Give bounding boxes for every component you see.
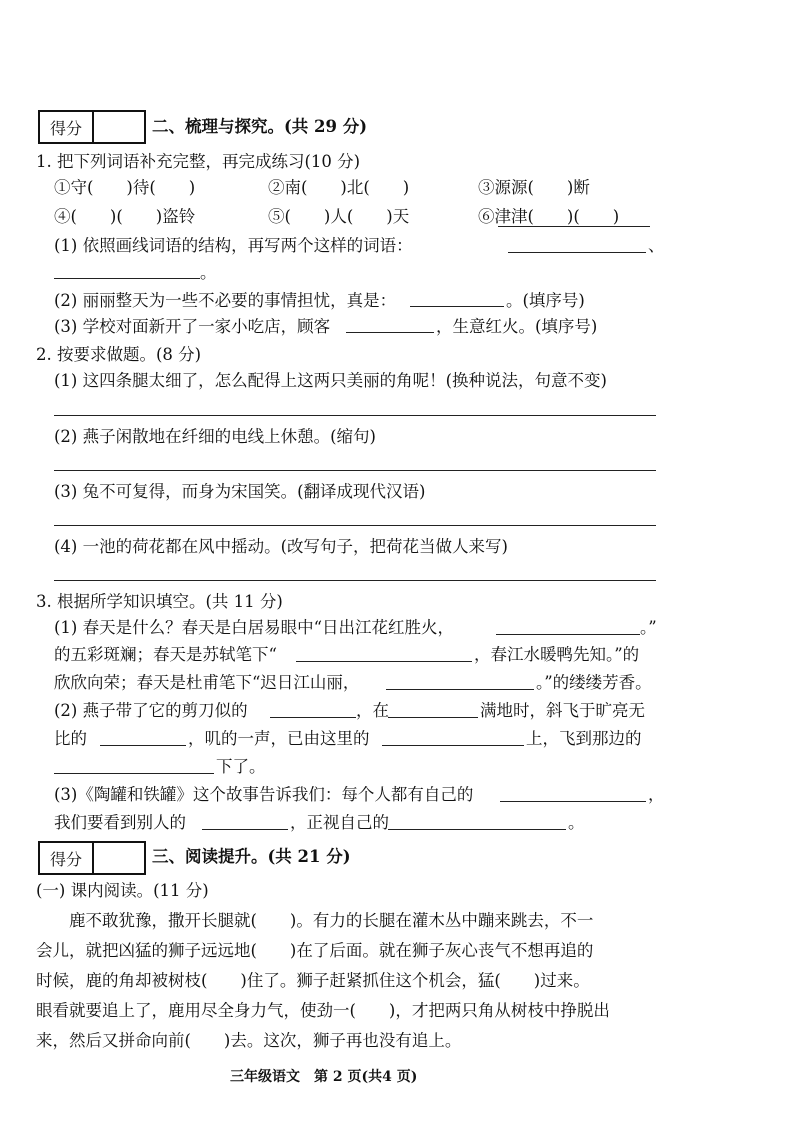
q1-sub1-end: 。 (200, 263, 217, 282)
q3-line1-a: (1) 春天是什么？春天是白居易眼中“日出江花红胜火， (54, 618, 455, 637)
q3-blank-5[interactable] (388, 717, 478, 718)
q2-item-2: (2) 燕子闲散地在纤细的电线上休憩。(缩句) (54, 427, 376, 446)
q3-blank-7[interactable] (382, 745, 524, 746)
q2-title: 2. 按要求做题。(8 分) (36, 345, 202, 364)
q3-line5-c: 上，飞到那边的 (526, 729, 642, 748)
q2-item-3: (3) 兔不可复得，而身为宋国笑。(翻译成现代汉语) (54, 482, 426, 501)
section2-heading: 二、梳理与探究。(共 29 分) (152, 117, 368, 136)
q3-line8-c: 。 (568, 813, 585, 832)
q3-line3-b: 。”的缕缕芳香。 (536, 673, 652, 692)
q1-title: 1. 把下列词语补充完整，再完成练习(10 分) (36, 152, 361, 171)
q3-line4-c: 满地时，斜飞于旷亮无 (480, 701, 645, 720)
q3-blank-8[interactable] (54, 773, 214, 774)
q3-line7-a: (3)《陶罐和铁罐》这个故事告诉我们：每个人都有自己的 (54, 785, 474, 804)
score-label: 得分 (40, 843, 94, 873)
q1-item-6: ⑥津津( )( ) (478, 207, 620, 226)
q3-line6: 下了。 (216, 757, 266, 776)
q3-line1-b: 。” (640, 618, 657, 637)
passage-line-4: 眼看就要追上了，鹿用尽全身力气，使劲一( )，才把两只角从树枝中挣脱出 (36, 1001, 610, 1020)
q3-title: 3. 根据所学知识填空。(共 11 分) (36, 592, 283, 611)
passage-line-3: 时候，鹿的角却被树枝( )住了。狮子赶紧抓住这个机会，猛( )过来。 (36, 971, 590, 990)
score-box-section2 (38, 110, 146, 144)
q1-sub1-blank-1[interactable] (508, 252, 646, 253)
q1-item-6-underline (498, 226, 650, 227)
q1-sub1-sep: 、 (648, 236, 665, 255)
q1-item-5: ⑤( )人( )天 (268, 207, 410, 226)
q1-item-4: ④( )( )盗铃 (54, 207, 196, 226)
q3-line5-b: ，叽的一声，已由这里的 (188, 729, 370, 748)
q3-blank-4[interactable] (270, 717, 356, 718)
q3-line4-b: ，在 (356, 701, 389, 720)
q3-blank-10[interactable] (202, 829, 288, 830)
q3-line8-b: ，正视自己的 (290, 813, 389, 832)
q3-line8-a: 我们要看到别人的 (54, 813, 186, 832)
q3-line7-b: ， (648, 785, 665, 804)
q3-blank-2[interactable] (296, 661, 472, 662)
q2-answer-line-1[interactable] (54, 415, 656, 416)
q2-answer-line-3[interactable] (54, 525, 656, 526)
passage-line-5: 来，然后又拼命向前( )去。这次，狮子再也没有追上。 (36, 1031, 462, 1050)
score-label: 得分 (40, 112, 94, 142)
q3-blank-9[interactable] (500, 801, 646, 802)
score-input[interactable] (94, 112, 144, 142)
score-input[interactable] (94, 843, 144, 873)
q1-sub3-post: ，生意红火。(填序号) (436, 317, 598, 336)
section3-heading: 三、阅读提升。(共 21 分) (152, 847, 351, 866)
q3-blank-3[interactable] (386, 689, 534, 690)
q3-line2-a: 的五彩斑斓；春天是苏轼笔下“ (54, 645, 277, 664)
q2-answer-line-2[interactable] (54, 470, 656, 471)
q1-sub3-pre: (3) 学校对面新开了一家小吃店，顾客 (54, 317, 331, 336)
q1-sub2-blank[interactable] (410, 306, 504, 307)
page-footer: 三年级语文 第 2 页(共4 页) (230, 1069, 418, 1085)
q1-sub3-blank[interactable] (346, 332, 434, 333)
q3-blank-11[interactable] (388, 829, 566, 830)
q3-blank-6[interactable] (100, 745, 186, 746)
q3-line5-a: 比的 (54, 729, 87, 748)
q2-answer-line-4[interactable] (54, 580, 656, 581)
q1-item-2: ②南( )北( ) (268, 178, 410, 197)
q1-sub2-end: 。(填序号) (506, 291, 585, 310)
q1-sub1-blank-2[interactable] (54, 278, 200, 279)
q3-line2-b: ，春江水暖鸭先知。”的 (474, 645, 640, 664)
q1-sub2: (2) 丽丽整天为一些不必要的事情担忧，真是： (54, 291, 397, 310)
passage-line-1: 鹿不敢犹豫，撒开长腿就( )。有力的长腿在灌木丛中蹦来跳去，不一 (36, 911, 594, 930)
q1-sub1: (1) 依照画线词语的结构，再写两个这样的词语： (54, 236, 413, 255)
q1-item-1: ①守( )待( ) (54, 178, 196, 197)
q3-line4-a: (2) 燕子带了它的剪刀似的 (54, 701, 248, 720)
q2-item-1: (1) 这四条腿太细了，怎么配得上这两只美丽的角呢！(换种说法，句意不变) (54, 371, 607, 390)
score-box-section3 (38, 841, 146, 875)
q3-line3-a: 欣欣向荣；春天是杜甫笔下“迟日江山丽， (54, 673, 360, 692)
q2-item-4: (4) 一池的荷花都在风中摇动。(改写句子，把荷花当做人来写) (54, 537, 508, 556)
q3-blank-1[interactable] (496, 634, 640, 635)
passage-line-2: 会儿，就把凶猛的狮子远远地( )在了后面。就在狮子灰心丧气不想再追的 (36, 941, 594, 960)
q1-item-3: ③源源( )断 (478, 178, 590, 197)
section3-subheading: (一) 课内阅读。(11 分) (36, 881, 209, 900)
